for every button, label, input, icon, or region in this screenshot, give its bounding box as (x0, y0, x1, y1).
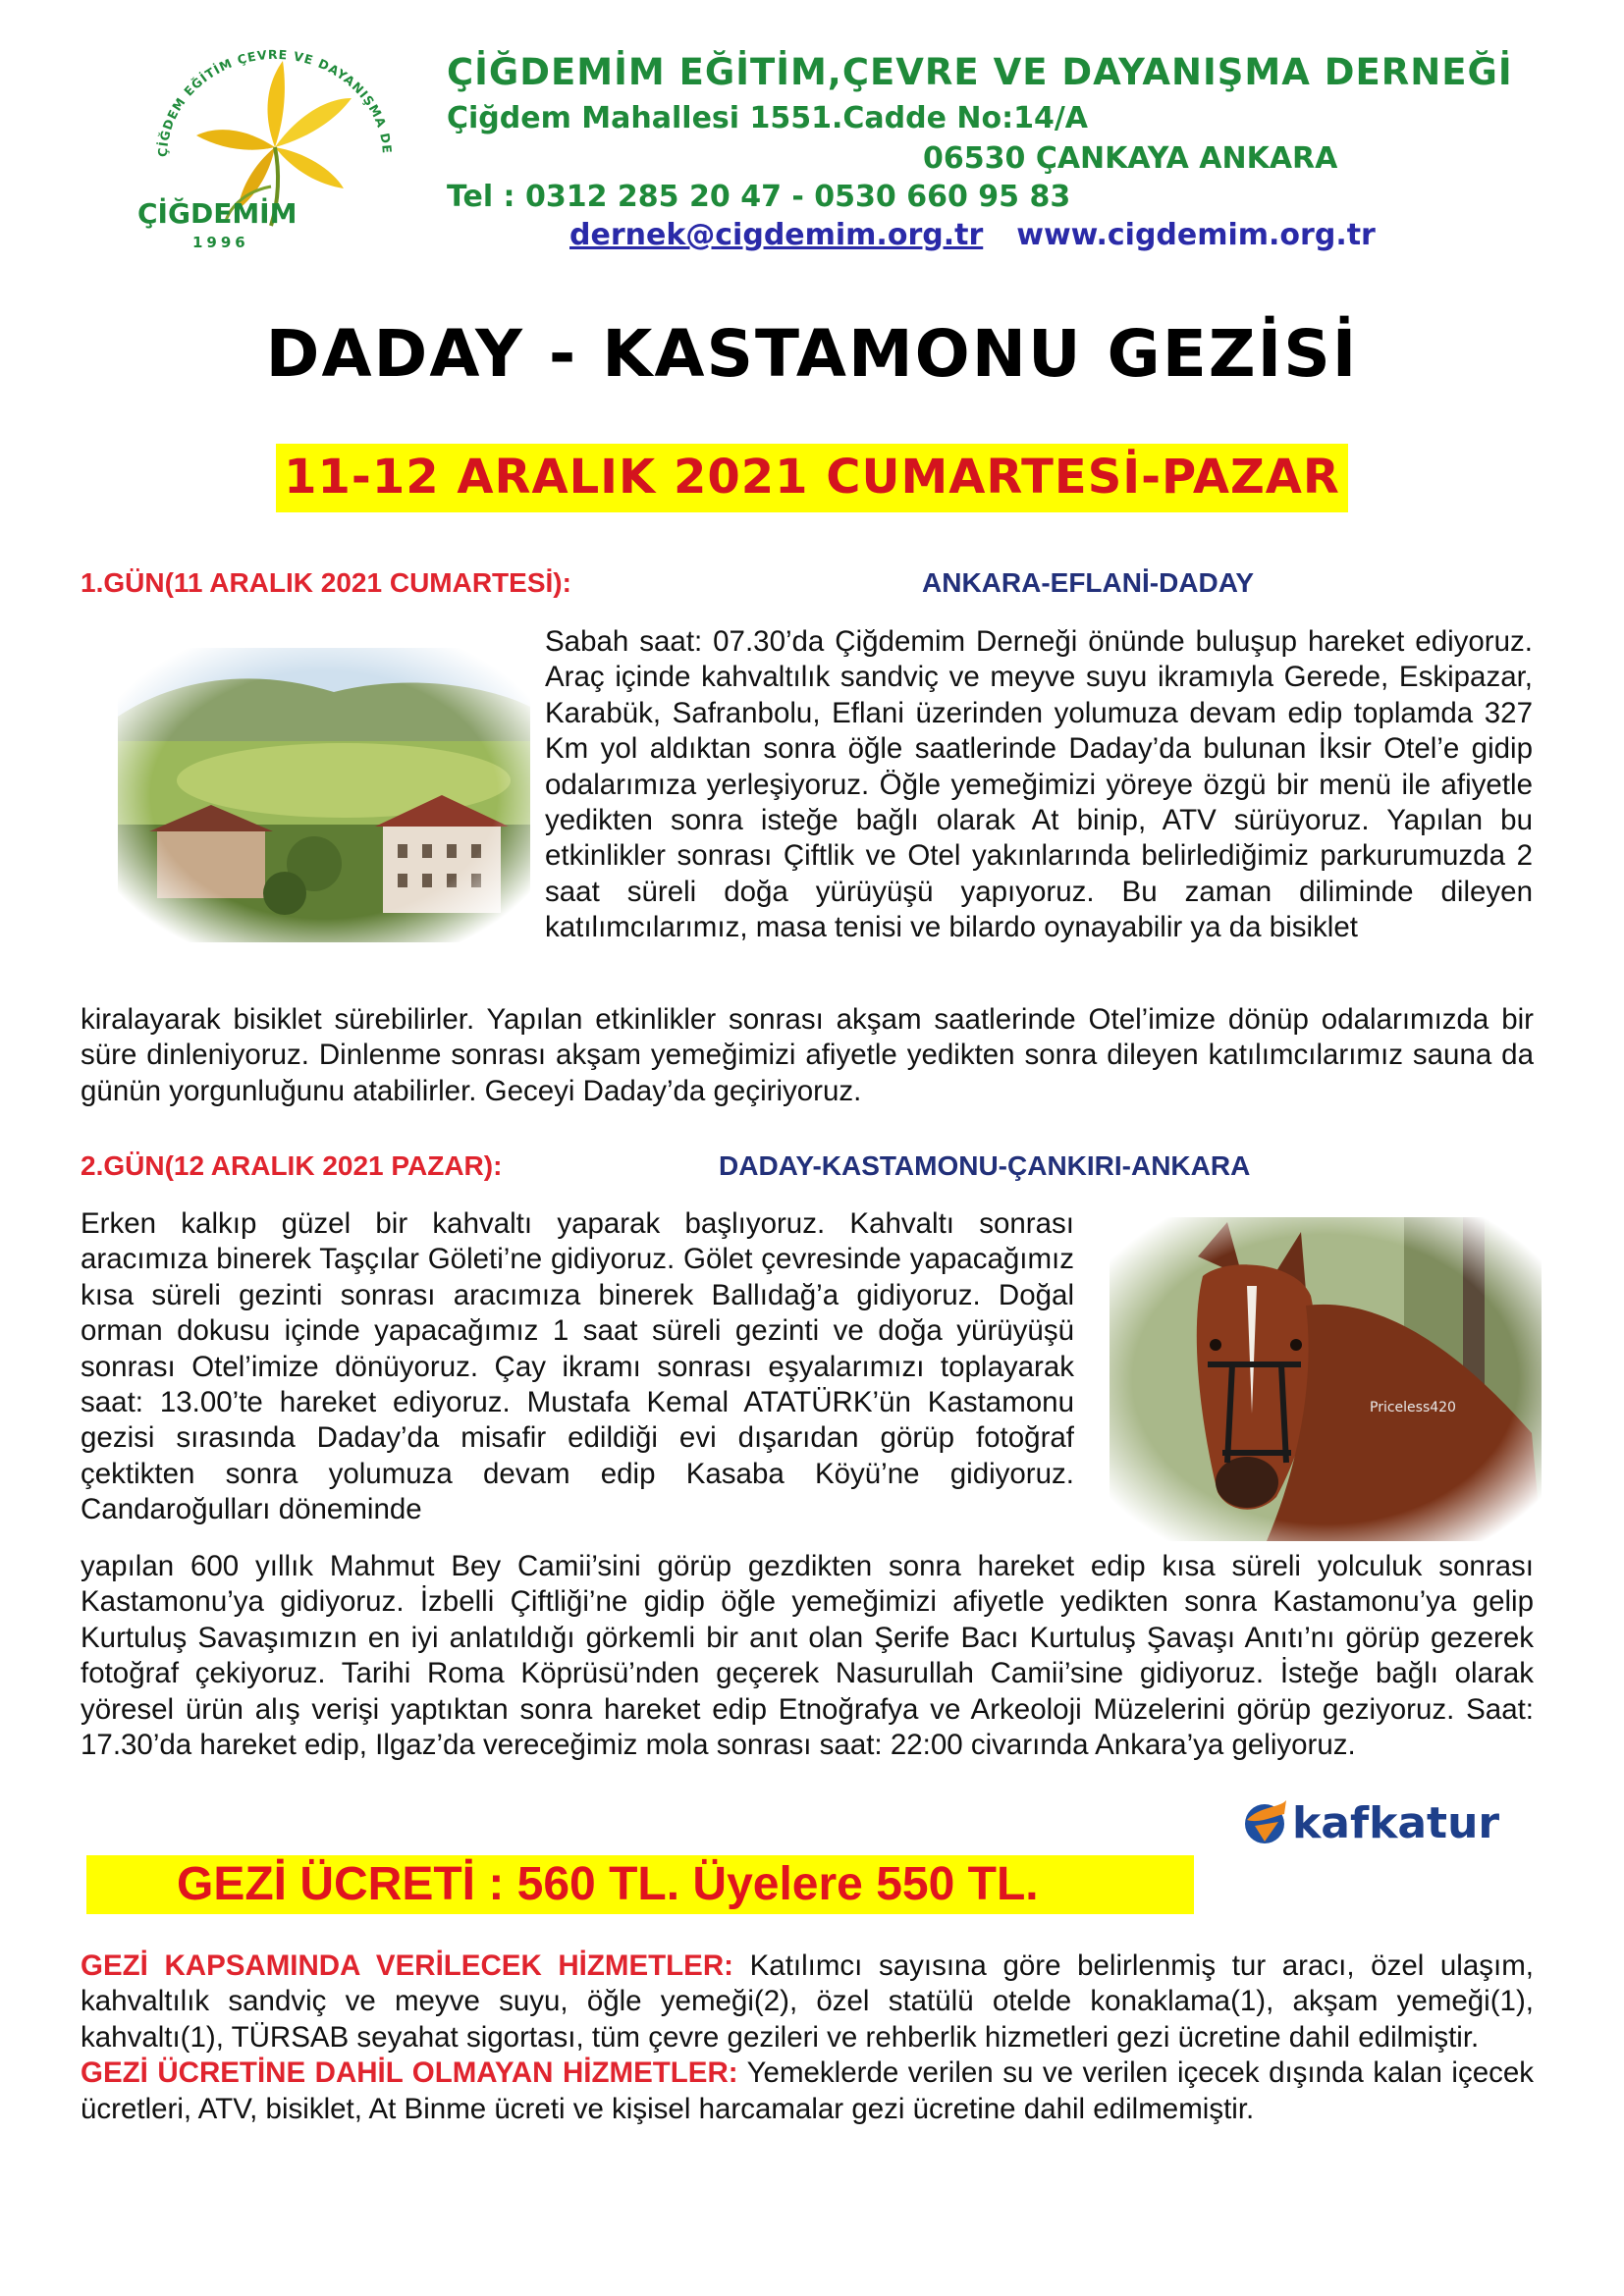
excluded-services (81, 2056, 1534, 2127)
org-name: ÇİĞDEMİM EĞİTİM,ÇEVRE VE DAYANIŞMA DERNEĞİ (447, 51, 1513, 93)
date-banner (0, 444, 1624, 512)
day1-text-top: Sabah saat: 07.30’da Çiğdemim Derneği önünde buluşup hareket ediyoruz. Araç içinde kahvaltılık sandviç ve meyve suyu ikramıyla Gerede, Eskipazar, Karabük, Safranbolu, Eflani üzerinden yolumuza devam edip toplamda 327 Km yol aldıktan sonra öğle saatlerinde Daday’da bulunan İksir Otel’e gidip odalarımıza yerleşiyoruz. Öğle yemeğimizi yöreye özgü bir menü ile afiyetle yedikten sonra isteğe bağlı olarak At binip, ATV sürüyoruz. Yapılan bu etkinlikler sonrası Çiftlik ve Otel yakınlarında belirlediğimiz parkurumuzda 2 saat süreli doğa yürüyüşü yapıyoruz. Bu zaman diliminde dileyen katılımcılarımız, masa tenisi ve bilardo oynayabilir ya da bisiklet (545, 625, 1533, 944)
day1-header (81, 567, 1553, 599)
excluded-text: Yemeklerde verilen su ve verilen içecek dışında kalan içecek ücretleri, ATV, bisiklet, At Binme ücreti ve kişisel harcamalar gezi ücretine dahil edilmemiştir. (81, 2056, 1535, 2125)
day1-route: ANKARA-EFLANİ-DADAY (922, 567, 1255, 598)
crocus-logo-icon (98, 39, 442, 265)
org-logo (98, 39, 442, 265)
day1-label: 1.GÜN(11 ARALIK 2021 CUMARTESİ): (81, 567, 571, 598)
included-services (81, 1949, 1534, 2056)
contact-line (447, 218, 1527, 252)
day2-horse-photo (1110, 1217, 1542, 1541)
included-text: Katılımcı sayısına göre belirlenmiş tur aracı, özel ulaşım, kahvaltılık sandviç ve meyve suyu, öğle yemeği(2), özel statülü otelde konaklama(1), akşam yemeği(1), kahvaltı(1), TÜRSAB seyahat sigortası, tüm çevre gezileri ve rehberlik hizmetleri gezi ücretine dahil edilmiştir. (81, 1949, 1534, 2054)
day2-header (81, 1150, 1553, 1182)
day1-text-bottom: kiralayarak bisiklet sürebilirler. Yapılan etkinlikler sonrası akşam saatlerinde Otel’imize dönüp odalarımızda bir süre dinleniyoruz. Dinlenme sonrası akşam yemeğimizi afiyetle yedikten sonra dileyen katılımcılarımız sauna da günün yorgunluğunu atabilirler. Geceyi Daday’da geçiriyoruz. (81, 1003, 1534, 1107)
excluded-title: GEZİ ÜCRETİNE DAHİL OLMAYAN HİZMETLER: (81, 2056, 738, 2090)
day2-route: DADAY-KASTAMONU-ÇANKIRI-ANKARA (719, 1150, 1251, 1181)
logo-ring-text: ÇİĞDEM EĞİTİM ÇEVRE VE DAYANIŞMA DE (154, 46, 396, 158)
address-line-1: Çiğdem Mahallesi 1551.Cadde No:14/A (447, 101, 1089, 135)
price-banner (86, 1855, 1194, 1914)
trip-date: 11-12 ARALIK 2021 CUMARTESİ-PAZAR (276, 444, 1348, 512)
day2-label: 2.GÜN(12 ARALIK 2021 PAZAR): (81, 1150, 503, 1181)
page-title: DADAY - KASTAMONU GEZİSİ (265, 316, 1359, 392)
day1-hotel-photo (118, 648, 530, 942)
day2-text-top: Erken kalkıp güzel bir kahvaltı yaparak başlıyoruz. Kahvaltı sonrası aracımıza binerek Taşçılar Göleti’ne gidiyoruz. Gölet çevresinde yapacağımız kısa süreli gezinti sonrası aracımıza binerek Ballıdağ’a gidiyoruz. Doğal orman dokusu içinde yapacağımız 1 saat süreli gezinti ve doğa yürüyüşü sonrası Otel’imize dönüyoruz. Çay ikramı sonrası eşyalarımızı toplayarak saat: 13.00’te hareket ediyoruz. Mustafa Kemal ATATÜRK’ün Kastamonu gezisi sırasında Daday’da misafir edildiği evi dışarıdan görüp fotoğraf çektikten sonra yolumuza devam edip Kasaba Köyü’ne gidiyoruz. Candaroğulları döneminde (81, 1207, 1074, 1526)
logo-year: 1996 (192, 234, 249, 251)
day2-text-bottom: yapılan 600 yıllık Mahmut Bey Camii’sini görüp gezdikten sonra hareket edip kısa süreli yolculuk sonrası Kastamonu’ya gidiyoruz. İzbelli Çiftliği’ne gidip öğle yemeğimizi afiyetle yedikten sonra Kastamonu’ya gelip Kurtuluş Savaşımızın en iyi anlatıldığı görkemli bir anıt olan Şerife Bacı Kurtuluş Şavaşı Anıtı’nı görüp gezerek fotoğraf çekiyoruz. Tarihi Roma Köprüsü’nden geçerek Nasurullah Camii’sine gidiyoruz. İsteğe bağlı olarak yöresel ürün alış verişi yaptıktan sonra hareket edip Etnoğrafya ve Arkeoloji Müzelerini görüp geziyoruz. Saat: 17.30’da hareket edip, Ilgaz’da vereceğimiz mola sonrası saat: 22:00 civarında Ankara’ya geliyoruz. (81, 1550, 1534, 1762)
address-line-2: 06530 ÇANKAYA ANKARA (923, 141, 1338, 176)
logo-name: ÇİĞDEMİM (137, 197, 298, 230)
org-info (447, 51, 1527, 252)
kafkatur-wordmark: kafkatur (1292, 1798, 1500, 1848)
trip-price: GEZİ ÜCRETİ : 560 TL. Üyelere 550 TL. (177, 1858, 1039, 1910)
included-title: GEZİ KAPSAMINDA VERİLECEK HİZMETLER: (81, 1949, 733, 1982)
kafkatur-logo (1235, 1787, 1540, 1855)
email-link[interactable]: dernek@cigdemim.org.tr (569, 218, 984, 252)
phone-numbers: Tel : 0312 285 20 47 - 0530 660 95 83 (447, 180, 1071, 214)
website-link[interactable]: www.cigdemim.org.tr (1016, 218, 1376, 252)
services-section (81, 1949, 1534, 2127)
